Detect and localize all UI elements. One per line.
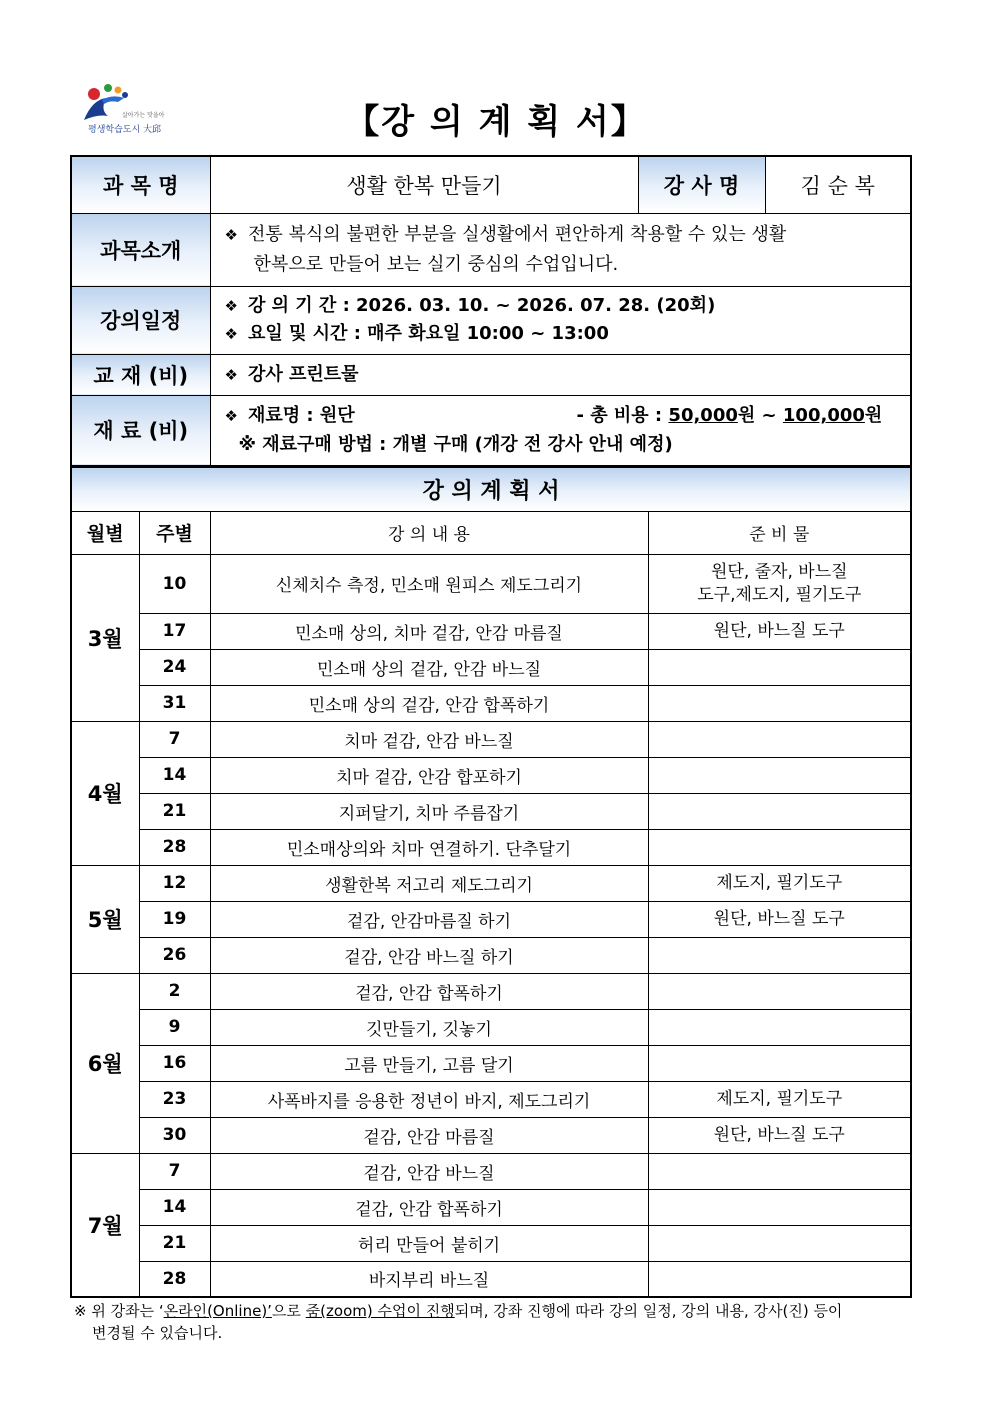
- table-row: [71, 554, 911, 613]
- intro-cell: [210, 213, 911, 286]
- page-title: 【강 의 계 획 서】: [345, 102, 647, 142]
- week-cell: 30: [139, 1117, 210, 1153]
- course-info-table: [70, 155, 912, 467]
- content-cell: 지퍼달기, 치마 주름잡기: [210, 793, 648, 829]
- footer-line-2: 변경될 수 있습니다.: [92, 1324, 223, 1342]
- table-row: [71, 937, 911, 973]
- week-cell: 23: [139, 1081, 210, 1117]
- content-cell: 바지부리 바느질: [210, 1261, 648, 1297]
- material-label: 재 료 (비): [71, 395, 210, 466]
- week-cell: 9: [139, 1009, 210, 1045]
- content-cell: 깃만들기, 깃놓기: [210, 1009, 648, 1045]
- textbook-cell: [210, 354, 911, 395]
- table-row: [71, 685, 911, 721]
- prep-cell: [648, 613, 911, 649]
- week-cell: 28: [139, 829, 210, 865]
- week-cell: 21: [139, 793, 210, 829]
- content-cell: 겉감, 안감 마름질: [210, 1117, 648, 1153]
- table-row: [71, 757, 911, 793]
- plan-section-title: 강 의 계 획 서: [71, 467, 911, 511]
- week-cell: 14: [139, 757, 210, 793]
- table-row: [71, 613, 911, 649]
- intro-label: 과목소개: [71, 213, 210, 286]
- week-cell: 16: [139, 1045, 210, 1081]
- logo-subtitle: 살아가는 맛을아: [122, 112, 165, 119]
- prep-line: 제도지, 필기도구: [716, 872, 843, 893]
- textbook-label: 교 재 (비): [71, 354, 210, 395]
- prep-line: 원단, 바느질 도구: [713, 1124, 845, 1145]
- table-row: [71, 1009, 911, 1045]
- content-cell: 민소매상의와 치마 연결하기. 단추달기: [210, 829, 648, 865]
- content-cell: 겉감, 안감 바느질 하기: [210, 937, 648, 973]
- cost-label: - 총 비용 :: [576, 405, 663, 427]
- week-cell: 31: [139, 685, 210, 721]
- table-row: [71, 1153, 911, 1189]
- prep-cell: [648, 937, 911, 973]
- diamond-bullet-icon: ❖: [224, 325, 238, 343]
- footer-prefix: ※ 위 강좌는 ‘: [74, 1302, 164, 1320]
- table-row: [71, 1081, 911, 1117]
- cost-max: 100,000: [782, 405, 865, 427]
- prep-cell: [648, 757, 911, 793]
- prep-cell: [648, 973, 911, 1009]
- schedule-label: 강의일정: [71, 286, 210, 354]
- prep-cell: [648, 1189, 911, 1225]
- content-cell: 겉감, 안감 바느질: [210, 1153, 648, 1189]
- table-row: [71, 1189, 911, 1225]
- week-cell: 10: [139, 554, 210, 613]
- content-cell: 민소매 상의 겉감, 안감 합폭하기: [210, 685, 648, 721]
- cost-unit-2: 원: [864, 405, 883, 427]
- prep-cell: [648, 649, 911, 685]
- footer-note: [74, 1300, 924, 1344]
- prep-line: 제도지, 필기도구: [716, 1088, 843, 1109]
- prep-cell: [648, 554, 911, 613]
- table-row: [71, 793, 911, 829]
- prep-line: 원단, 줄자, 바느질: [710, 561, 848, 582]
- content-cell: 신체치수 측정, 민소매 원피스 제도그리기: [210, 554, 648, 613]
- prep-line: 도구,제도지, 필기도구: [697, 584, 862, 605]
- content-cell: 허리 만들어 붙히기: [210, 1225, 648, 1261]
- footer-rest: 되며, 강좌 진행에 따라 강의 일정, 강의 내용, 강사(진) 등이: [454, 1302, 843, 1320]
- diamond-bullet-icon: ❖: [224, 407, 238, 426]
- prep-cell: [648, 865, 911, 901]
- table-row: [71, 1261, 911, 1297]
- week-cell: 17: [139, 613, 210, 649]
- footer-online: 온라인(Online)’: [163, 1302, 272, 1320]
- week-cell: 2: [139, 973, 210, 1009]
- week-cell: 21: [139, 1225, 210, 1261]
- prep-cell: [648, 1081, 911, 1117]
- schedule-period: 강 의 기 간 : 2026. 03. 10. ~ 2026. 07. 28. (20회): [247, 295, 716, 316]
- table-row: [71, 649, 911, 685]
- table-row: [71, 901, 911, 937]
- week-cell: 12: [139, 865, 210, 901]
- intro-line-2: 한복으로 만들어 보는 실기 중심의 수업입니다.: [253, 254, 619, 275]
- table-row: [71, 721, 911, 757]
- intro-line-1: 전통 복식의 불편한 부분을 실생활에서 편안하게 착용할 수 있는 생활: [247, 224, 787, 245]
- month-cell: 5월: [71, 865, 139, 973]
- material-cost: [577, 401, 883, 430]
- prep-cell: [648, 721, 911, 757]
- schedule-time: 요일 및 시간 : 매주 화요일 10:00 ~ 13:00: [247, 323, 609, 344]
- content-cell: 사폭바지를 응용한 정년이 바지, 제도그리기: [210, 1081, 648, 1117]
- content-cell: 겉감, 안감 합폭하기: [210, 1189, 648, 1225]
- plan-body: [71, 554, 911, 1297]
- week-cell: 19: [139, 901, 210, 937]
- content-cell: 겉감, 안감마름질 하기: [210, 901, 648, 937]
- week-cell: 7: [139, 1153, 210, 1189]
- prep-line: 원단, 바느질 도구: [713, 908, 845, 929]
- week-cell: 26: [139, 937, 210, 973]
- lecture-plan-table: [70, 466, 912, 1298]
- cost-unit-1: 원 ~: [737, 405, 783, 427]
- material-cell: [210, 395, 911, 466]
- col-content-header: 강 의 내 용: [210, 511, 648, 554]
- table-row: [71, 1045, 911, 1081]
- prep-cell: [648, 793, 911, 829]
- teacher-label: 강 사 명: [638, 156, 765, 213]
- prep-cell: [648, 1117, 911, 1153]
- diamond-bullet-icon: ❖: [224, 226, 238, 244]
- material-purchase: ※ 재료구매 방법 : 개별 구매 (개강 전 강사 안내 예정): [238, 434, 673, 456]
- prep-cell: [648, 1261, 911, 1297]
- content-cell: 생활한복 저고리 제도그리기: [210, 865, 648, 901]
- footer-zoom: 줌(zoom) 수업이 진행: [305, 1302, 455, 1320]
- table-row: [71, 1117, 911, 1153]
- prep-cell: [648, 685, 911, 721]
- table-row: [71, 865, 911, 901]
- month-cell: 3월: [71, 554, 139, 721]
- prep-cell: [648, 1225, 911, 1261]
- prep-cell: [648, 901, 911, 937]
- prep-cell: [648, 1153, 911, 1189]
- content-cell: 겉감, 안감 합폭하기: [210, 973, 648, 1009]
- teacher-value: 김 순 복: [765, 156, 911, 213]
- subject-label: 과 목 명: [71, 156, 210, 213]
- month-cell: 6월: [71, 973, 139, 1153]
- diamond-bullet-icon: ❖: [224, 297, 238, 315]
- week-cell: 24: [139, 649, 210, 685]
- week-cell: 28: [139, 1261, 210, 1297]
- table-row: [71, 973, 911, 1009]
- col-month-header: 월별: [71, 511, 139, 554]
- footer-mid: 으로: [271, 1302, 306, 1320]
- subject-value: 생활 한복 만들기: [210, 156, 638, 213]
- textbook-value: 강사 프린트물: [247, 363, 359, 385]
- col-prep-header: 준 비 물: [648, 511, 911, 554]
- prep-cell: [648, 829, 911, 865]
- cost-min: 50,000: [668, 405, 738, 427]
- diamond-bullet-icon: ❖: [224, 365, 238, 384]
- material-name: 재료명 : 원단: [247, 405, 355, 427]
- col-week-header: 주별: [139, 511, 210, 554]
- content-cell: 치마 겉감, 안감 바느질: [210, 721, 648, 757]
- content-cell: 치마 겉감, 안감 합포하기: [210, 757, 648, 793]
- prep-line: 원단, 바느질 도구: [713, 620, 845, 641]
- table-row: [71, 1225, 911, 1261]
- week-cell: 14: [139, 1189, 210, 1225]
- prep-cell: [648, 1009, 911, 1045]
- schedule-cell: [210, 286, 911, 354]
- month-cell: 4월: [71, 721, 139, 865]
- content-cell: 고름 만들기, 고름 달기: [210, 1045, 648, 1081]
- month-cell: 7월: [71, 1153, 139, 1297]
- logo-text: 평생학습도시 大邱: [88, 125, 162, 135]
- prep-cell: [648, 1045, 911, 1081]
- content-cell: 민소매 상의 겉감, 안감 바느질: [210, 649, 648, 685]
- table-row: [71, 829, 911, 865]
- week-cell: 7: [139, 721, 210, 757]
- content-cell: 민소매 상의, 치마 겉감, 안감 마름질: [210, 613, 648, 649]
